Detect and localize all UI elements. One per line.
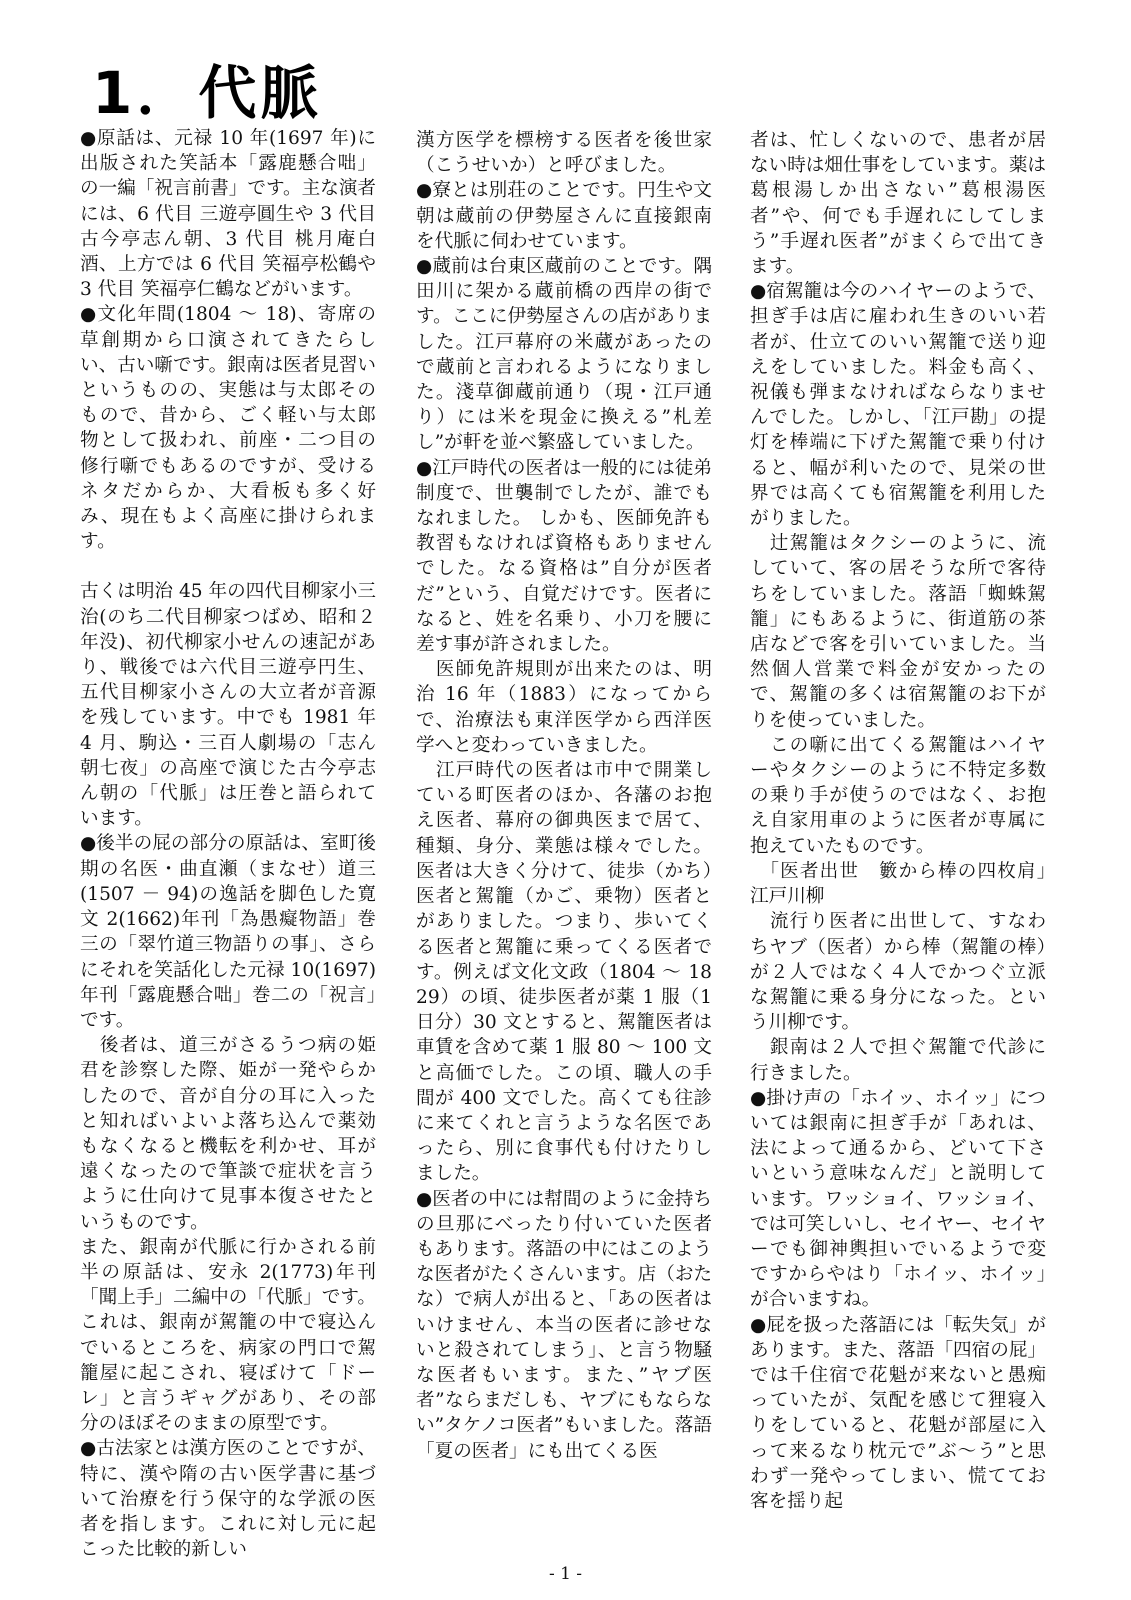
paragraph: ●寮とは別荘のことです。円生や文朝は蔵前の伊勢屋さんに直接銀南を代脈に伺わせています。: [416, 180, 712, 252]
paragraph: 「医者出世 籔から棒の四枚肩」 江戸川柳: [750, 860, 1065, 908]
paragraph: ●原話は、元禄 10 年(1697 年)に出版された笑話本「露鹿懸合咄」の一編「祝言前書」です。主な演者には、6 代目 三遊亭圓生や 3 代目 古今亭志ん朝、3 代目 桃月庵白酒、上方では 6 代目 笑福亭松鶴や 3 代目 笑福亭仁鶴などがいます。: [80, 128, 377, 301]
paragraph: また、銀南が代脈に行かされる前半の原話は、安永 2(1773)年刊「聞上手」二編中の「代脈」です。これは、銀南が駕籠の中で寝込んでいるところを、病家の門口で駕籠屋に起こされ、寝ぼけて「ドーレ」と言うギャグがあり、その部分のほぼそのままの原型です。: [80, 1236, 377, 1435]
paragraph: 医師免許規則が出来たのは、明治 16 年（1883）になってからで、治療法も東洋医学から西洋医学へと変わっていきました。: [416, 659, 712, 756]
text-column-2: [416, 128, 712, 1464]
paragraph: 江戸時代の医者は市中で開業している町医者のほか、各藩のお抱え医者、幕府の御典医まで居て、種類、身分、業態は様々でした。医者は大きく分けて、徒歩（かち）医者と駕籠（かご、乗物）医者とがありました。つまり、歩いてくる医者と駕籠に乗ってくる医者です。例えば文化文政（1804 ～ 1829）の頃、徒歩医者が薬 1 服（1 日分）30 文とすると、駕籠医者は車賃を含めて薬 1 服 80 ～ 100 文と高価でした。この頃、職人の手間が 400 文でした。高くても往診に来てくれと言うような名医であったら、別に食事代も付けたりしました。: [416, 760, 712, 1185]
text-column-3: [750, 128, 1065, 1514]
paragraph: 者は、忙しくないので、患者が居ない時は畑仕事をしています。薬は葛根湯しか出さない”葛根湯医者”や、何でも手遅れにしてしまう”手遅れ医者”がまくらで出てきます。: [750, 130, 1047, 278]
paragraph: ●掛け声の「ホイッ、ホイッ」については銀南に担ぎ手が「あれは、法によって通るから、どいて下さいという意味なんだ」と説明しています。ワッショイ、ワッショイ、では可笑しいし、セイヤー、セイヤーでも御神輿担いでいるようで変ですからやはり「ホイッ、ホイッ」が合いますね。: [750, 1087, 1046, 1311]
paragraph: 後者は、道三がさるうつ病の姫君を診察した際、姫が一発やらかしたので、音が自分の耳に入ったと知ればいよいよ落ち込んで薬効もなくなると機転を利かせ、耳が遠くなったので筆談で症状を言うように仕向けて見事本復させたというものです。: [80, 1035, 376, 1233]
paragraph: ●医者の中には幇間のように金持ちの旦那にべったり付いていた医者もあります。落語の中にはこのような医者がたくさんいます。店（おたな）で病人が出ると、「あの医者はいけません、本当の医者に診せないと殺されてしまう」、と言う物騒な医者もいます。また、”ヤブ医者”ならまだしも、ヤブにもならない”タケノコ医者”もいました。落語「夏の医者」にも出てくる医: [416, 1188, 713, 1462]
paragraph: ●後半の屁の部分の原話は、室町後期の名医・曲直瀬（まなせ）道三(1507 － 94)の逸話を脚色した寛文 2(1662)年刊「為愚癡物語」巻三の「翠竹道三物語りの事」、さらにそれを笑話化した元禄 10(1697)年刊「露鹿懸合咄」巻二の「祝言」です。: [80, 833, 376, 1031]
paragraph: 辻駕籠はタクシーのように、流していて、客の居そうな所で客待ちをしていました。落語「蜘蛛駕籠」にもあるように、街道筋の茶店などで客を引いていました。当然個人営業で料金が安かったので、駕籠の多くは宿駕籠のお下がりを使っていました。: [750, 533, 1046, 731]
page-number: - 1 -: [548, 1564, 583, 1584]
paragraph: ●蔵前は台東区蔵前のことです。隅田川に架かる蔵前橋の西岸の街です。ここに伊勢屋さんの店がありました。江戸幕府の米蔵があったので蔵前と言われるようになりました。淺草御蔵前通り（現・江戸通り）には米を現金に換える”札差し”が軒を並べ繁盛していました。: [416, 256, 713, 454]
paragraph: 漢方医学を標榜する医者を後世家（こうせいか）と呼びました。: [416, 130, 712, 177]
paragraph: 流行り医者に出世して、すなわちヤブ（医者）から棒（駕籠の棒）が２人ではなく４人でかつぐ立派な駕籠に乗る身分になった。という川柳です。: [750, 911, 1046, 1034]
paragraph: ●江戸時代の医者は一般的には徒弟制度で、世襲制でしたが、誰でもなれました。 しかも、医師免許も教習もなければ資格もありませんでした。なる資格は”自分が医者だ”という、自覚だけです。医者になると、姓を名乗り、小刀を腰に差す事が許されました。: [416, 457, 712, 656]
paragraph: 銀南は２人で担ぐ駕籠で代診に行きました。: [750, 1037, 1046, 1084]
page-title: 1．代脈: [92, 59, 323, 127]
paragraph: ●宿駕籠は今のハイヤーのようで、担ぎ手は店に雇われ生きのいい若者が、仕立てのいい駕籠で送り迎えをしていました。料金も高く、祝儀も弾まなければならなりませんでした。しかし、「江戸勘」の提灯を棒端に下げた駕籠で乗り付けると、幅が利いたので、見栄の世界では高くても宿駕籠を利用したがりました。: [750, 281, 1046, 530]
text-column-1: [80, 126, 376, 1562]
paragraph: ●文化年間(1804 ～ 18)、寄席の草創期から口演されてきたらしい、古い噺です。銀南は医者見習いというものの、実態は与太郎そのもので、昔から、ごく軽い与太郎物として扱われ、前座・二つ目の修行噺でもあるのですが、受けるネタだからか、大看板も多く好み、現在もよく高座に掛けられます。: [80, 304, 377, 553]
paragraph: この噺に出てくる駕籠はハイヤーやタクシーのように不特定多数の乗り手が使うのではなく、お抱え自家用車のように医者が専属に抱えていたものです。: [750, 734, 1046, 857]
paragraph: 古くは明治 45 年の四代目柳家小三治(のち二代目柳家つばめ、昭和２年没)、初代柳家小せんの速記があり、戦後では六代目三遊亭円生、五代目柳家小さんの大立者が音源を残しています。中でも 1981 年 4 月、駒込・三百人劇場の「志ん朝七夜」の高座で演じた古今亭志ん朝の「代脈」は圧巻と語られています。: [80, 581, 376, 830]
paragraph: ●屁を扱った落語には「転失気」があります。また、落語「四宿の屁」では千住宿で花魁が来ないと愚痴っていたが、気配を感じて狸寝入りをしていると、花魁が部屋に入って来るなり枕元で”ぶ～う”と思わず一発やってしまい、慌ててお客を揺り起: [750, 1314, 1047, 1512]
paragraph: ●古法家とは漢方医のことですが、特に、漢や隋の古い医学書に基づいて治療を行う保守的な学派の医者を指します。これに対し元に起こった比較的新しい: [80, 1438, 376, 1561]
